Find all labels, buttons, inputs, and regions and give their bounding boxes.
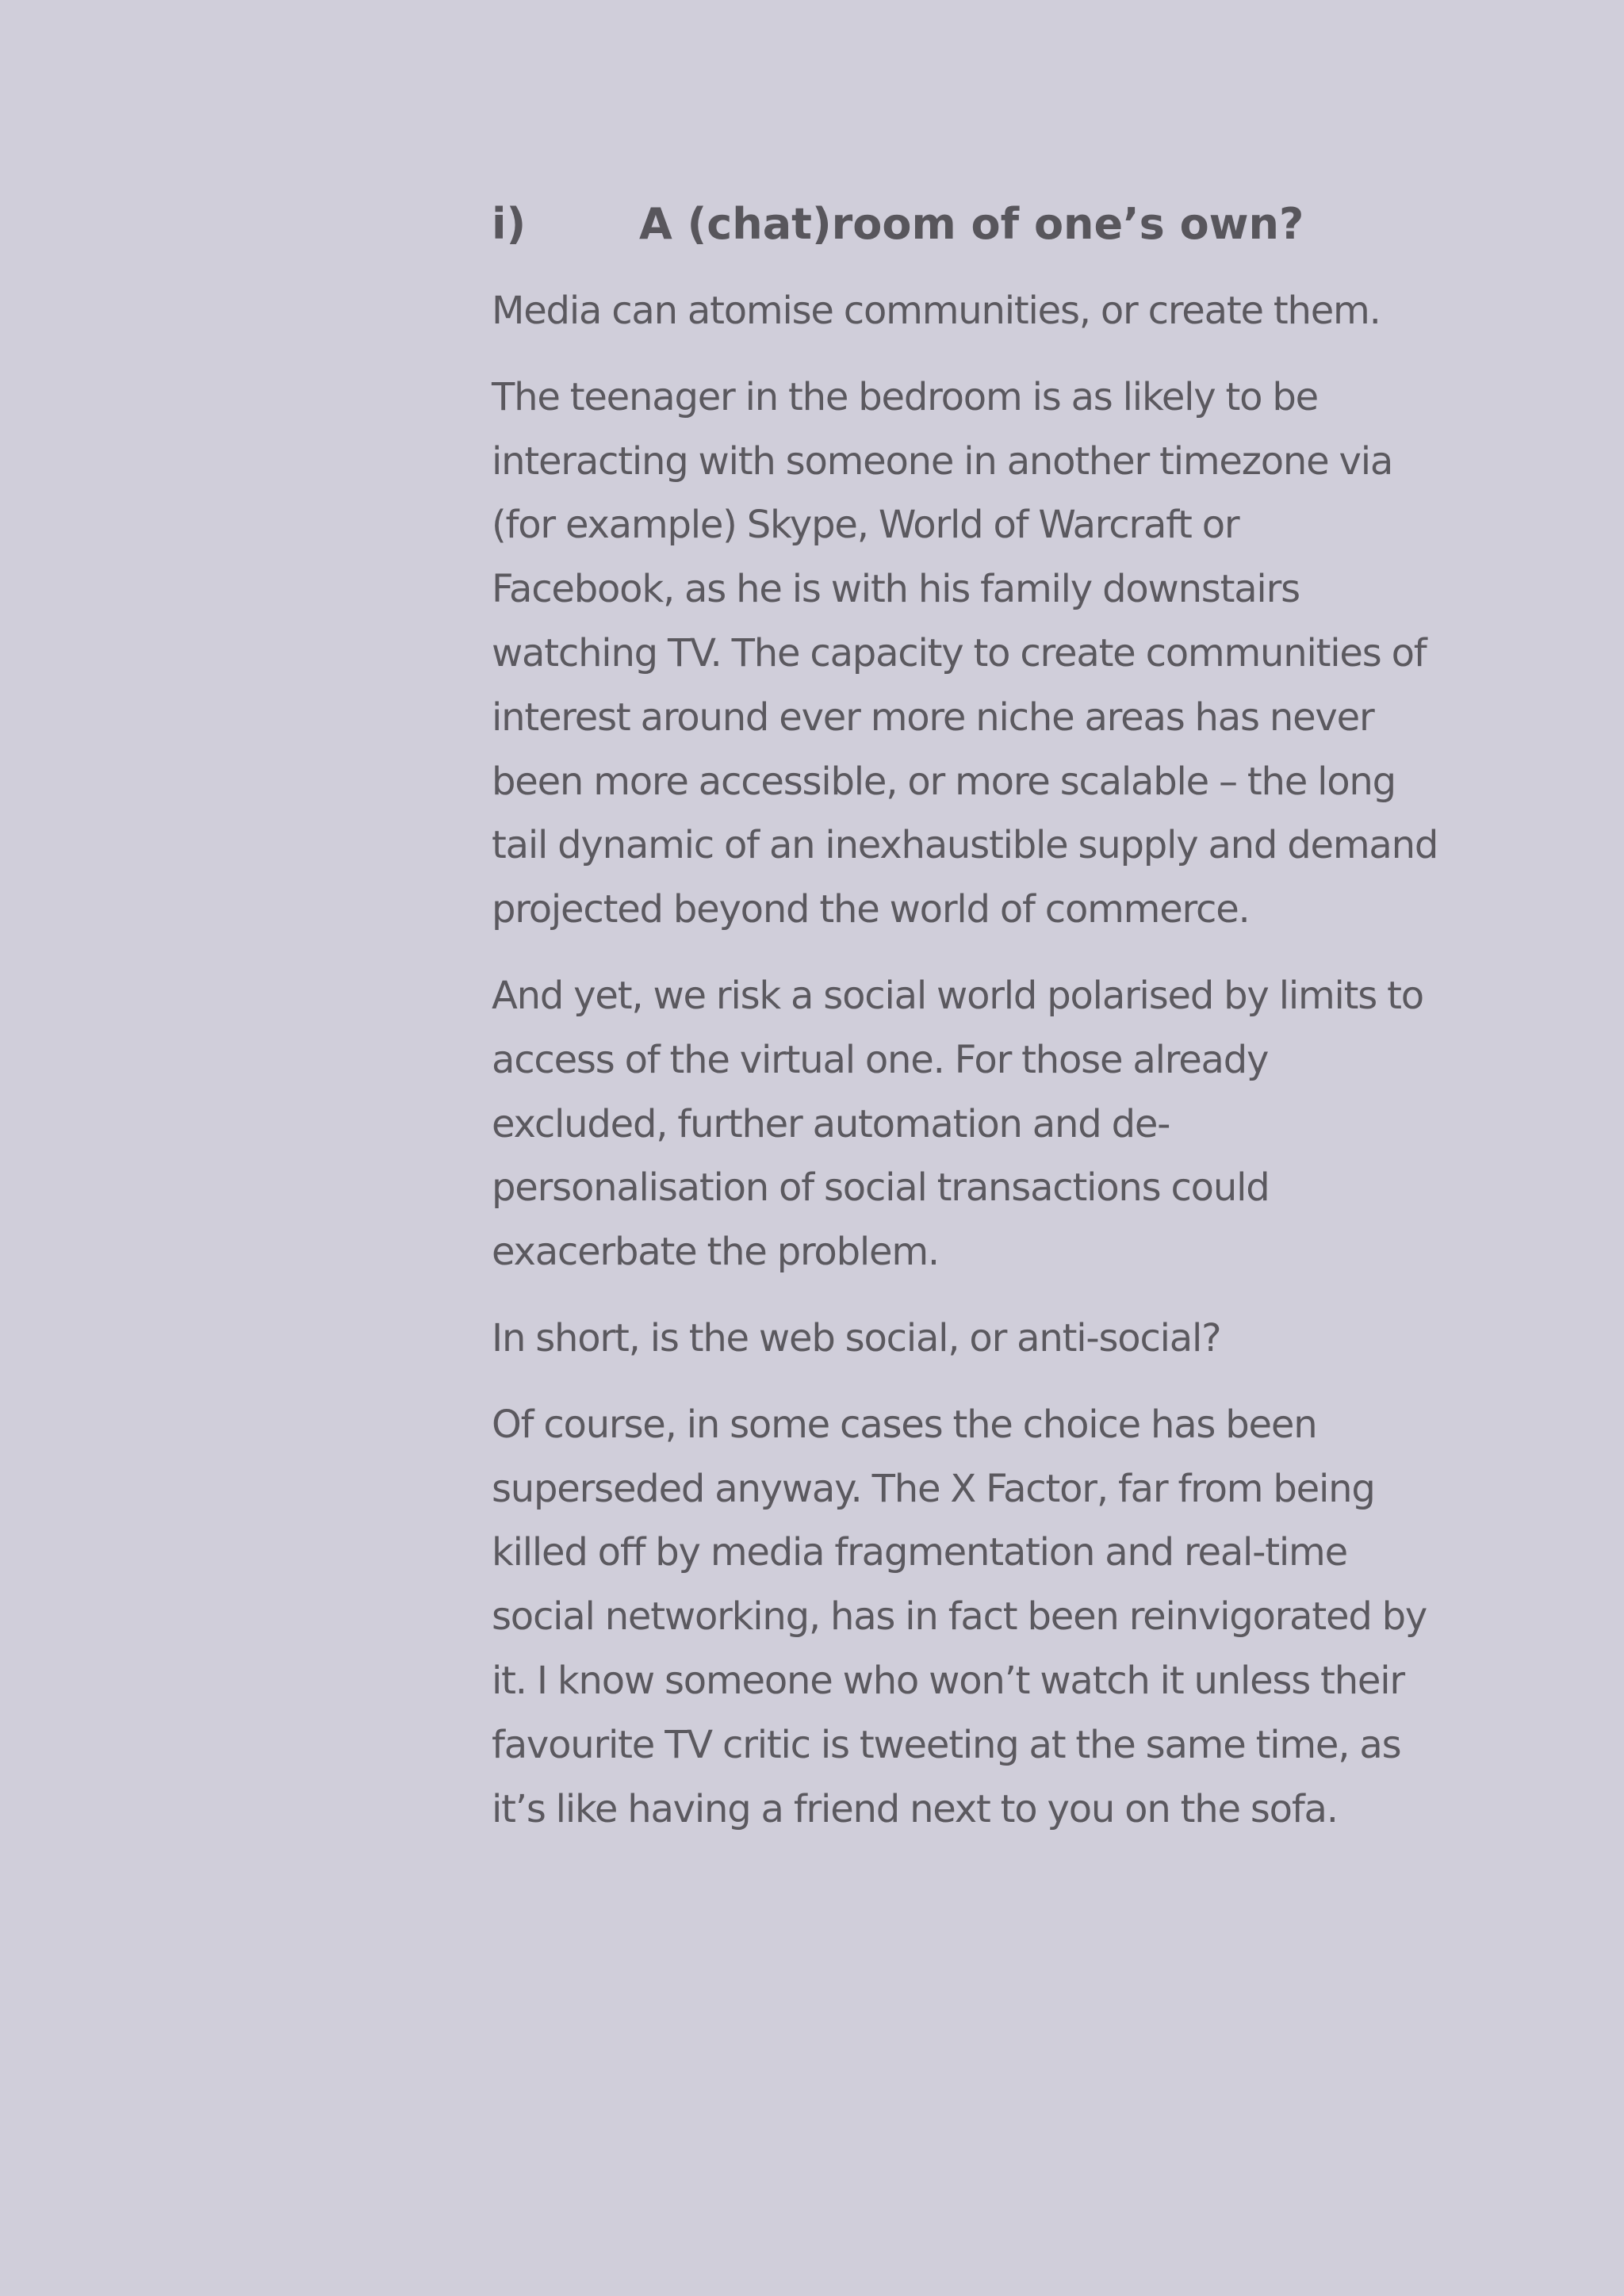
text-line: personalisation of social transactions could [492, 1165, 1270, 1211]
section-number: i) [492, 199, 527, 249]
text-line: superseded anyway. The X Factor, far from being [492, 1466, 1375, 1511]
paragraph-5 [492, 1393, 1435, 1842]
text-line: Of course, in some cases the choice has been [492, 1402, 1317, 1447]
text-line: projected beyond the world of commerce. [492, 887, 1250, 932]
text-line: interacting with someone in another timezone via [492, 438, 1393, 484]
text-line: access of the virtual one. For those already [492, 1037, 1269, 1082]
text-line: The teenager in the bedroom is as likely to be [492, 374, 1319, 419]
text-line: it’s like having a friend next to you on the sofa. [492, 1786, 1338, 1831]
text-line: excluded, further automation and de- [492, 1101, 1170, 1146]
text-line: exacerbate the problem. [492, 1230, 939, 1275]
section-heading [492, 197, 1435, 252]
text-line: Facebook, as he is with his family downstairs [492, 567, 1300, 612]
paragraph-3 [492, 964, 1435, 1284]
section-title: A (chat)room of one’s own? [639, 199, 1304, 249]
text-line: killed off by media fragmentation and real-time [492, 1530, 1347, 1575]
text-line: And yet, we risk a social world polarised by limits to [492, 973, 1423, 1018]
text-line: watching TV. The capacity to create communities of [492, 630, 1427, 675]
text-line: favourite TV critic is tweeting at the same time, as [492, 1722, 1401, 1767]
text-line: social networking, has in fact been reinvigorated by [492, 1594, 1427, 1640]
text-line: been more accessible, or more scalable – the long [492, 759, 1396, 804]
text-line: it. I know someone who won’t watch it unless their [492, 1658, 1404, 1703]
paragraph-2 [492, 365, 1438, 942]
text-line: interest around ever more niche areas has never [492, 695, 1374, 740]
text-line: tail dynamic of an inexhaustible supply and demand [492, 823, 1438, 868]
text-line: (for example) Skype, World of Warcraft or [492, 503, 1239, 548]
text-line: Media can atomise communities, or create them. [492, 289, 1381, 333]
paragraph-4 [492, 1307, 1435, 1371]
paragraph-1 [492, 279, 1435, 343]
text-line: In short, is the web social, or anti-social? [492, 1315, 1221, 1360]
document-body [492, 197, 1438, 1863]
